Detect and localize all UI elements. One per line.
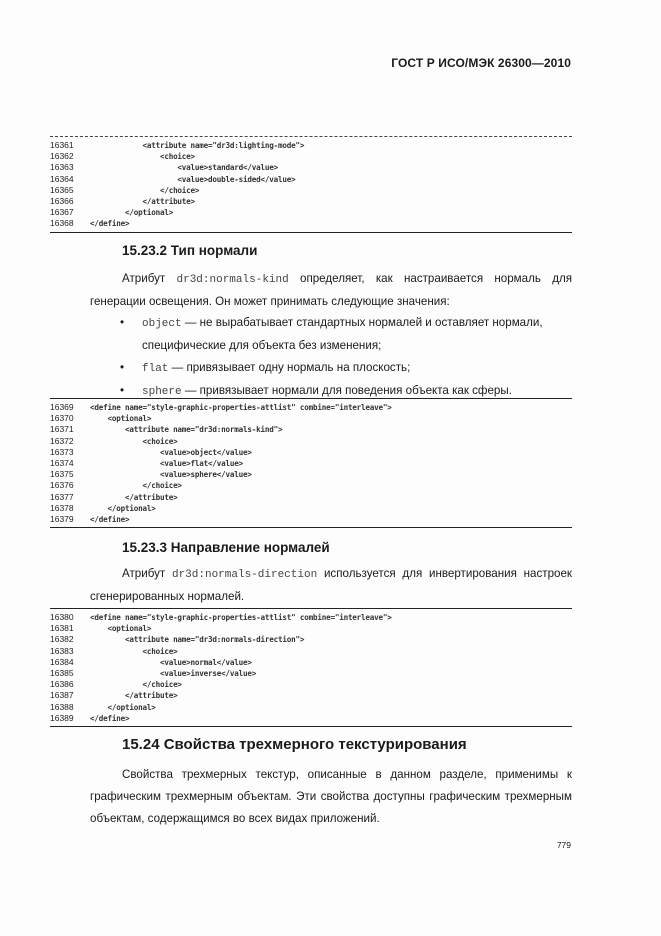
- section-heading-15-23-3: 15.23.3 Направление нормалей: [122, 540, 330, 555]
- list-item: • flat — привязывает одну нормаль на плоскость;: [90, 357, 572, 380]
- code-line: 16369 <define name="style-graphic-properties-attlist" combine="interleave">: [50, 402, 392, 412]
- values-list: [90, 312, 572, 403]
- bullet-icon: •: [120, 384, 125, 397]
- code-line: 16389 </define>: [50, 712, 130, 723]
- list-item: • object — не вырабатывает стандартных нормалей и оставляет нормали, специфические для объекта без изменения;: [90, 312, 572, 357]
- code-line: 16371 <attribute name="dr3d:normals-kind">: [50, 424, 283, 435]
- code-line: 16386 </choice>: [50, 679, 182, 690]
- code-line: 16375 <value>sphere</value>: [50, 469, 252, 480]
- bullet-icon: •: [120, 316, 125, 329]
- code-line: 16362 <choice>: [50, 151, 195, 162]
- code-line: 16385 <value>inverse</value>: [50, 667, 257, 678]
- code-line: 16373 <value>object</value>: [50, 446, 252, 457]
- standard-header: ГОСТ Р ИСО/МЭК 26300—2010: [391, 56, 571, 70]
- code-line: 16384 <value>normal</value>: [50, 656, 252, 667]
- page-number: 779: [556, 840, 571, 850]
- code-line: 16370 <optional>: [50, 413, 152, 424]
- code-block-lighting-mode: [50, 136, 572, 233]
- code-line: 16377 </attribute>: [50, 491, 178, 502]
- code-line: 16387 </attribute>: [50, 690, 178, 701]
- code-line: 16374 <value>flat</value>: [50, 457, 244, 468]
- code-line: 16361 <attribute name="dr3d:lighting-mode">: [50, 140, 305, 150]
- code-line: 16367 </optional>: [50, 207, 174, 218]
- code-line: 16388 </optional>: [50, 701, 156, 712]
- section-heading-15-24: 15.24 Свойства трехмерного текстурирования: [122, 736, 467, 753]
- attribute-name: dr3d:normals-direction: [171, 569, 318, 581]
- code-line: 16382 <attribute name="dr3d:normals-direction">: [50, 634, 305, 645]
- section-heading-15-23-2: 15.23.2 Тип нормали: [122, 243, 258, 258]
- code-line: 16364 <value>double-sided</value>: [50, 173, 296, 184]
- code-line: 16372 <choice>: [50, 435, 178, 446]
- code-block-normals-kind: [50, 398, 572, 528]
- code-line: 16368 </define>: [50, 218, 130, 229]
- paragraph-3d-texture: Свойства трехмерных текстур, описанные в данном разделе, применимы к графическим трехмерным объектам. Эти свойства доступны графическим трехмерным объектам, содержащимся во всех видах приложений.: [90, 768, 572, 825]
- attribute-name: dr3d:normals-kind: [176, 274, 289, 286]
- bullet-icon: •: [120, 361, 125, 374]
- code-line: 16363 <value>standard</value>: [50, 162, 278, 173]
- code-line: 16376 </choice>: [50, 480, 182, 491]
- code-line: 16383 <choice>: [50, 645, 178, 656]
- code-line: 16381 <optional>: [50, 623, 152, 634]
- code-line: 16379 </define>: [50, 513, 130, 524]
- code-block-normals-direction: [50, 608, 572, 727]
- code-line: 16380 <define name="style-graphic-properties-attlist" combine="interleave">: [50, 612, 392, 622]
- code-line: 16378 </optional>: [50, 502, 156, 513]
- paragraph-normals-direction: Атрибут dr3d:normals-direction используется для инвертирования настроек сгенерированных нормалей.: [90, 567, 572, 603]
- code-line: 16365 </choice>: [50, 184, 200, 195]
- list-item: • sphere — привязывает нормали для поведения объекта как сферы.: [90, 380, 572, 403]
- paragraph-normals-kind: Атрибут dr3d:normals-kind определяет, как настраивается нормаль для генерации освещения. Он может принимать следующие значения:: [90, 272, 572, 308]
- code-line: 16366 </attribute>: [50, 195, 195, 206]
